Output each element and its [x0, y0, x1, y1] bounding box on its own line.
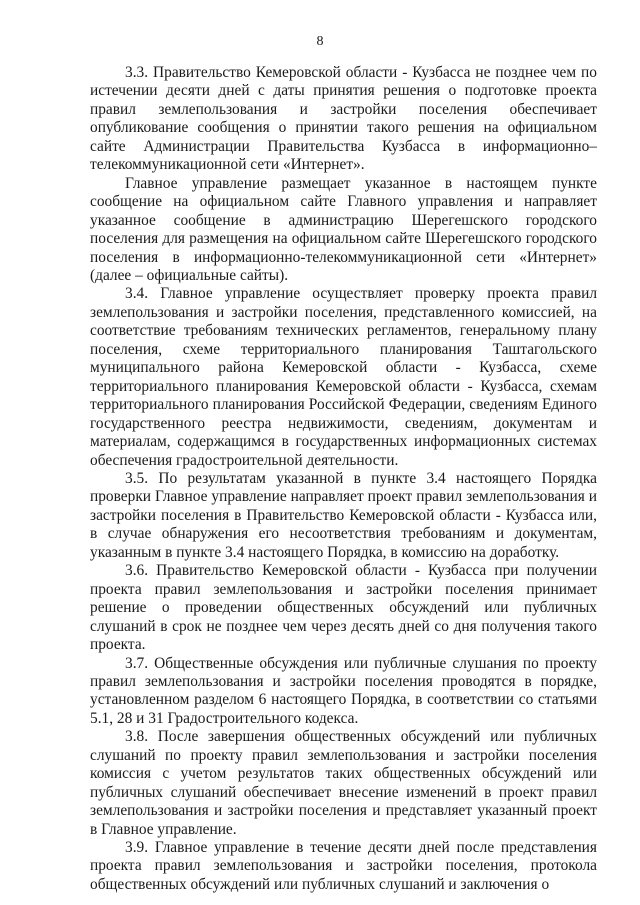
page-number: 8 [316, 34, 324, 49]
paragraph-main-directorate-publication: Главное управление размещает указанное в настоящем пункте сообщение на официальном сайте Главного управления и направляет указанное сообщение в администрацию Шерегешского городского поселения для размещения на официальном сайте Шерегешского городского поселения в информационно-телекоммуникационной сети «Интернет» (далее – официальные сайты). [90, 174, 597, 284]
paragraph-3-8: 3.8. После завершения общественных обсуждений или публичных слушаний по проекту правил землепользования и застройки поселения комиссия с учетом результатов таких общественных обсуждений или публичных слушаний обеспечивает внесение изменений в проект правил землепользования и застройки поселения и представляет указанный проект в Главное управление. [90, 728, 597, 838]
paragraph-3-6: 3.6. Правительство Кемеровской области - Кузбасса при получении проекта правил землепользования и застройки поселения принимает решение о проведении общественных обсуждений или публичных слушаний в срок не позднее чем через десять дней со дня получения такого проекта. [90, 562, 597, 654]
paragraph-3-5: 3.5. По результатам указанной в пункте 3.4 настоящего Порядка проверки Главное управление направляет проект правил землепользования и застройки поселения в Правительство Кемеровской области - Кузбасса или, в случае обнаружения его несоответствия требованиям и документам, указанным в пункте 3.4 настоящего Порядка, в комиссию на доработку. [90, 469, 597, 561]
paragraph-3-3: 3.3. Правительство Кемеровской области - Кузбасса не позднее чем по истечении десяти дней с даты принятия решения о подготовке проекта правил землепользования и застройки поселения обеспечивает опубликование сообщения о принятии такого решения на официальном сайте Администрации Правительства Кузбасса в информационно–телекоммуникационной сети «Интернет». [90, 64, 597, 174]
document-body [90, 64, 597, 894]
paragraph-3-4: 3.4. Главное управление осуществляет проверку проекта правил землепользования и застройки поселения, представленного комиссией, на соответствие требованиям технических регламентов, генеральному плану поселения, схеме территориального планирования Таштагольского муниципального района Кемеровской области - Кузбасса, схеме территориального планирования Кемеровской области - Кузбасса, схемам территориального планирования Российской Федерации, сведениям Единого государственного реестра недвижимости, сведениям, документам и материалам, содержащимся в государственных информационных системах обеспечения градостроительной деятельности. [90, 285, 597, 469]
paragraph-3-7: 3.7. Общественные обсуждения или публичные слушания по проекту правил землепользования и застройки поселения проводятся в порядке, установленном разделом 6 настоящего Порядка, в соответствии со статьями 5.1, 28 и 31 Градостроительного кодекса. [90, 654, 597, 727]
paragraph-3-9: 3.9. Главное управление в течение десяти дней после представления проекта правил землепользования и застройки поселения, протокола общественных обсуждений или публичных слушаний и заключения о [90, 839, 597, 893]
